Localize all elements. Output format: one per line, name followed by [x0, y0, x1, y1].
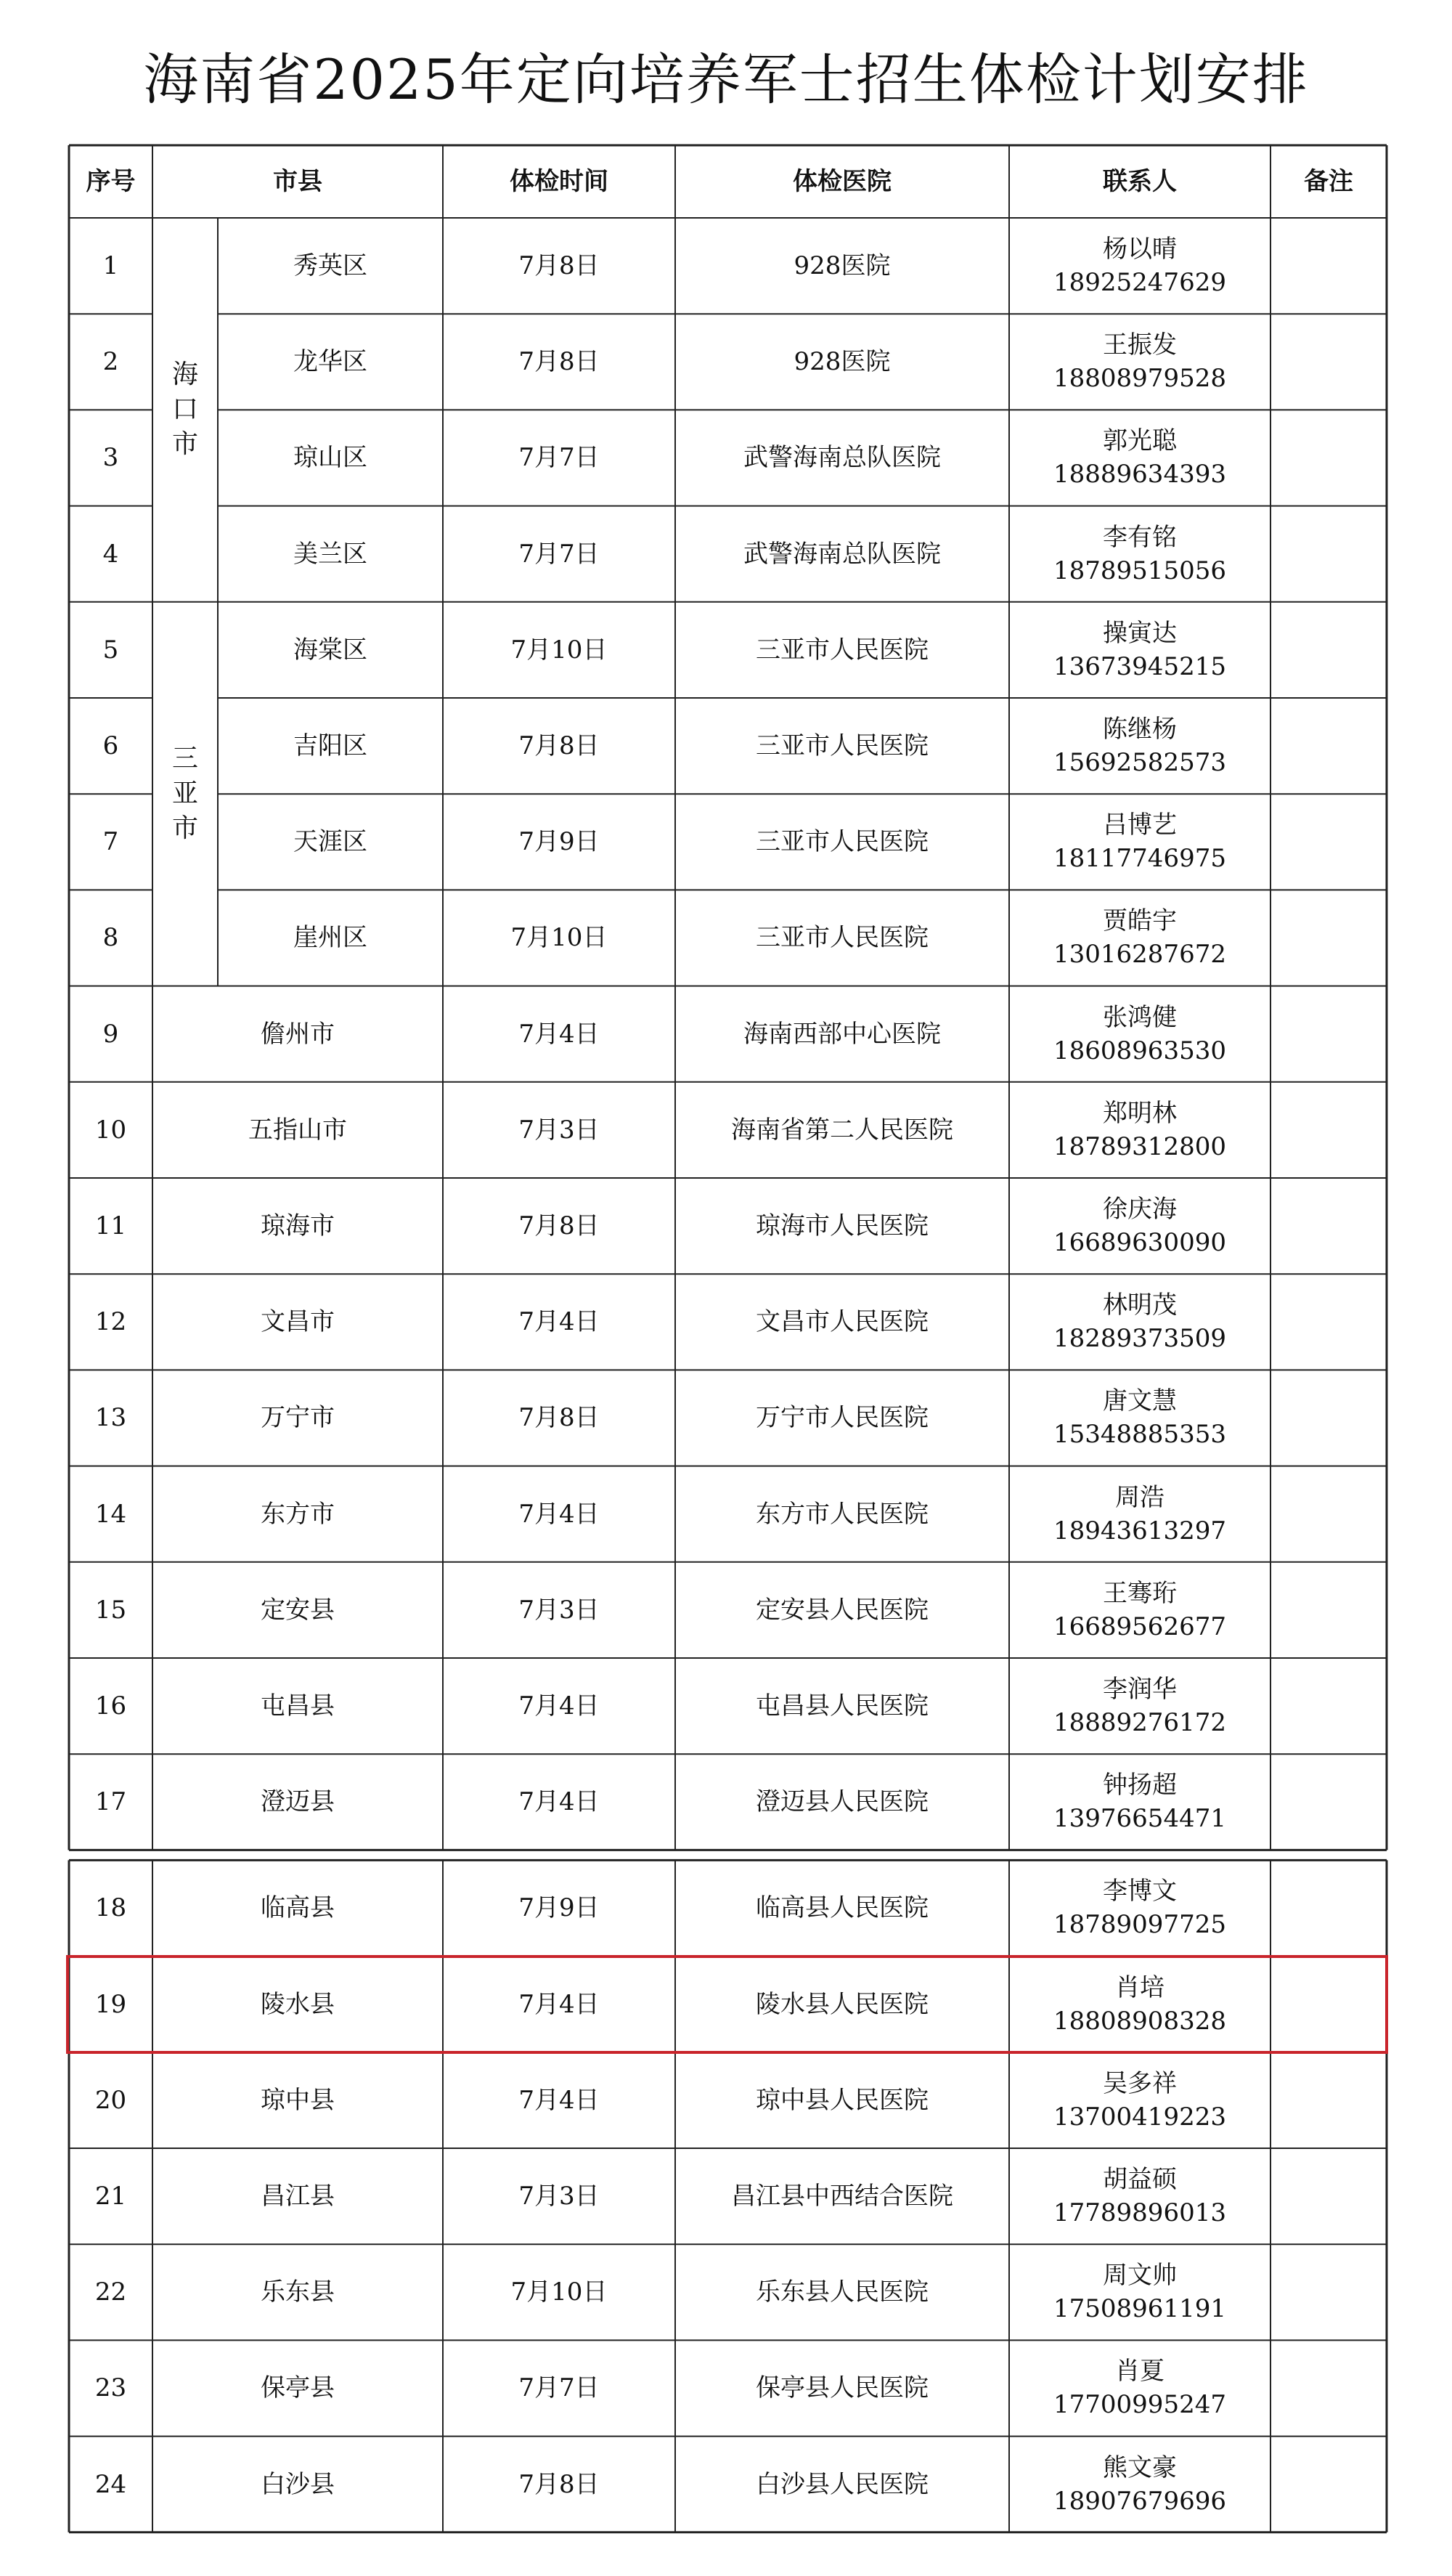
- contact-name: 王振发: [1103, 330, 1177, 360]
- row-area: 昌江县: [261, 2182, 335, 2211]
- row-area: 屯昌县: [261, 1691, 335, 1721]
- row-time: 7月3日: [518, 1595, 600, 1625]
- row-time: 7月7日: [518, 2373, 600, 2403]
- row-contact: [1009, 890, 1270, 986]
- contact-phone: 13976654471: [1053, 1804, 1226, 1834]
- row-contact: [1009, 2244, 1270, 2340]
- row-area: 定安县: [261, 1595, 335, 1625]
- contact-phone: 18117746975: [1053, 844, 1226, 874]
- contact-name: 唐文慧: [1103, 1386, 1177, 1416]
- row-contact: [1009, 1082, 1270, 1178]
- row-index: 5: [102, 635, 119, 665]
- row-contact: [1009, 410, 1270, 505]
- contact-phone: 18889276172: [1053, 1708, 1226, 1738]
- row-area: 保亭县: [261, 2373, 335, 2403]
- row-index: 14: [94, 1499, 127, 1529]
- row-contact: [1009, 2148, 1270, 2244]
- row-remark: [1270, 2244, 1387, 2340]
- contact-name: 杨以晴: [1103, 235, 1177, 264]
- row-hospital: 琼中县人民医院: [756, 2085, 929, 2115]
- contact-name: 林明茂: [1103, 1291, 1177, 1320]
- row-area: 白沙县: [261, 2469, 335, 2499]
- row-remark: [1270, 218, 1387, 314]
- row-contact: [1009, 2052, 1270, 2148]
- contact-name: 熊文豪: [1103, 2453, 1177, 2482]
- row-index: 16: [94, 1691, 127, 1721]
- contact-phone: 18808979528: [1053, 364, 1226, 394]
- row-hospital: 海南西部中心医院: [743, 1019, 941, 1049]
- row-contact: [1009, 2340, 1270, 2436]
- row-remark: [1270, 1562, 1387, 1658]
- row-index: 4: [102, 539, 119, 569]
- row-contact: [1009, 314, 1270, 410]
- row-remark: [1270, 2437, 1387, 2532]
- contact-phone: 17508961191: [1053, 2294, 1226, 2324]
- row-area: 秀英区: [293, 251, 367, 281]
- contact-phone: 18608963530: [1053, 1036, 1226, 1065]
- contact-name: 肖夏: [1115, 2357, 1165, 2386]
- row-time: 7月4日: [518, 1989, 600, 2019]
- contact-name: 操寅达: [1103, 618, 1177, 648]
- contact-name: 郑明林: [1103, 1098, 1177, 1128]
- row-index: 8: [102, 923, 119, 953]
- row-index: 23: [94, 2373, 127, 2403]
- row-time: 7月4日: [518, 1691, 600, 1721]
- row-area: 五指山市: [248, 1115, 347, 1145]
- row-contact: [1009, 794, 1270, 890]
- row-time: 7月7日: [518, 539, 600, 569]
- row-contact: [1009, 1658, 1270, 1754]
- row-time: 7月10日: [510, 635, 608, 665]
- row-remark: [1270, 314, 1387, 410]
- row-index: 24: [94, 2469, 127, 2499]
- contact-phone: 17789896013: [1053, 2198, 1226, 2228]
- header-city: 市县: [273, 167, 322, 196]
- contact-name: 周文帅: [1103, 2261, 1177, 2291]
- contact-name: 肖培: [1115, 1972, 1165, 2002]
- contact-phone: 18925247629: [1053, 268, 1226, 298]
- row-area: 崖州区: [293, 923, 367, 953]
- row-hospital: 武警海南总队医院: [743, 443, 941, 473]
- row-index: 18: [94, 1893, 127, 1923]
- contact-name: 贾皓宇: [1103, 906, 1177, 936]
- row-time: 7月4日: [518, 1499, 600, 1529]
- row-remark: [1270, 602, 1387, 698]
- row-index: 2: [102, 347, 119, 377]
- row-index: 22: [94, 2278, 127, 2307]
- row-contact: [1009, 1860, 1270, 1956]
- contact-name: 胡益硕: [1103, 2165, 1177, 2195]
- row-contact: [1009, 1754, 1270, 1850]
- row-remark: [1270, 2148, 1387, 2244]
- row-index: 15: [94, 1595, 127, 1625]
- contact-name: 钟扬超: [1103, 1771, 1177, 1800]
- row-hospital: 三亚市人民医院: [756, 731, 929, 761]
- row-time: 7月7日: [518, 443, 600, 473]
- row-time: 7月3日: [518, 1115, 600, 1145]
- row-remark: [1270, 2340, 1387, 2436]
- row-time: 7月9日: [518, 827, 600, 857]
- row-index: 3: [102, 443, 119, 473]
- row-index: 7: [102, 827, 119, 857]
- row-area: 文昌市: [261, 1307, 335, 1337]
- row-hospital: 东方市人民医院: [756, 1499, 929, 1529]
- group-label-char: 海: [171, 359, 198, 390]
- group-label-char: 口: [171, 394, 198, 425]
- row-hospital: 海南省第二人民医院: [731, 1115, 953, 1145]
- row-time: 7月4日: [518, 2085, 600, 2115]
- contact-phone: 15692582573: [1053, 748, 1226, 778]
- row-area: 吉阳区: [293, 731, 367, 761]
- row-time: 7月4日: [518, 1787, 600, 1817]
- contact-name: 郭光聪: [1103, 426, 1177, 456]
- row-remark: [1270, 1274, 1387, 1370]
- row-area: 美兰区: [293, 539, 367, 569]
- row-hospital: 保亭县人民医院: [756, 2373, 929, 2403]
- header-remark: 备注: [1304, 167, 1353, 196]
- contact-phone: 18289373509: [1053, 1324, 1226, 1354]
- contact-name: 王骞珩: [1103, 1578, 1177, 1608]
- row-remark: [1270, 506, 1387, 602]
- row-index: 11: [94, 1211, 127, 1241]
- row-hospital: 琼海市人民医院: [756, 1211, 929, 1241]
- row-area: 临高县: [261, 1893, 335, 1923]
- row-index: 17: [94, 1787, 127, 1817]
- row-remark: [1270, 1082, 1387, 1178]
- contact-phone: 18789312800: [1053, 1131, 1226, 1161]
- row-hospital: 928医院: [794, 347, 891, 377]
- row-area: 儋州市: [261, 1019, 335, 1049]
- row-index: 9: [102, 1019, 119, 1049]
- row-hospital: 万宁市人民医院: [756, 1403, 929, 1433]
- row-hospital: 乐东县人民医院: [756, 2278, 929, 2307]
- row-area: 东方市: [261, 1499, 335, 1529]
- header-index: 序号: [86, 167, 136, 196]
- contact-name: 周浩: [1115, 1482, 1165, 1512]
- row-area: 澄迈县: [261, 1787, 335, 1817]
- row-contact: [1009, 1562, 1270, 1658]
- row-hospital: 文昌市人民医院: [756, 1307, 929, 1337]
- row-index: 6: [102, 731, 119, 761]
- row-time: 7月8日: [518, 251, 600, 281]
- contact-name: 吕博艺: [1103, 810, 1177, 840]
- contact-name: 陈继杨: [1103, 715, 1177, 744]
- contact-phone: 18789515056: [1053, 556, 1226, 585]
- row-area: 天涯区: [293, 827, 367, 857]
- row-hospital: 白沙县人民医院: [756, 2469, 929, 2499]
- row-remark: [1270, 890, 1387, 986]
- highlighted-row-frame: [66, 1955, 1388, 2054]
- row-remark: [1270, 1466, 1387, 1562]
- row-hospital: 昌江县中西结合医院: [731, 2182, 953, 2211]
- row-index: 12: [94, 1307, 127, 1337]
- row-area: 琼中县: [261, 2085, 335, 2115]
- row-index: 20: [94, 2085, 127, 2115]
- row-contact: [1009, 1370, 1270, 1466]
- group-label-char: 亚: [171, 779, 198, 809]
- contact-name: 吴多祥: [1103, 2068, 1177, 2098]
- row-remark: [1270, 1754, 1387, 1850]
- row-remark: [1270, 1178, 1387, 1274]
- row-remark: [1270, 1370, 1387, 1466]
- row-area: 龙华区: [293, 347, 367, 377]
- row-time: 7月8日: [518, 1211, 600, 1241]
- row-contact: [1009, 1466, 1270, 1562]
- row-time: 7月4日: [518, 1307, 600, 1337]
- row-contact: [1009, 1274, 1270, 1370]
- header-hospital: 体检医院: [793, 167, 892, 196]
- row-remark: [1270, 794, 1387, 890]
- row-contact: [1009, 1178, 1270, 1274]
- contact-phone: 16689630090: [1053, 1228, 1226, 1258]
- row-index: 1: [102, 251, 119, 281]
- header-contact: 联系人: [1103, 167, 1177, 196]
- contact-phone: 18889634393: [1053, 460, 1226, 489]
- row-area: 琼山区: [293, 443, 367, 473]
- contact-phone: 15348885353: [1053, 1420, 1226, 1450]
- contact-phone: 13673945215: [1053, 651, 1226, 681]
- contact-phone: 17700995247: [1053, 2390, 1226, 2420]
- row-area: 万宁市: [261, 1403, 335, 1433]
- contact-name: 李润华: [1103, 1675, 1177, 1705]
- contact-name: 张鸿健: [1103, 1002, 1177, 1032]
- row-time: 7月9日: [518, 1893, 600, 1923]
- row-remark: [1270, 1658, 1387, 1754]
- row-contact: [1009, 602, 1270, 698]
- header-time: 体检时间: [510, 167, 608, 196]
- row-remark: [1270, 410, 1387, 505]
- row-hospital: 临高县人民医院: [756, 1893, 929, 1923]
- group-label-char: 三: [171, 744, 198, 774]
- contact-name: 李有铭: [1103, 522, 1177, 552]
- row-contact: [1009, 2437, 1270, 2532]
- row-hospital: 三亚市人民医院: [756, 827, 929, 857]
- group-label-2: [152, 602, 218, 986]
- row-time: 7月10日: [510, 2278, 608, 2307]
- row-area: 乐东县: [261, 2278, 335, 2307]
- row-hospital: 屯昌县人民医院: [756, 1691, 929, 1721]
- row-hospital: 三亚市人民医院: [756, 635, 929, 665]
- contact-phone: 13700419223: [1053, 2102, 1226, 2132]
- row-index: 13: [94, 1403, 127, 1433]
- row-hospital: 定安县人民医院: [756, 1595, 929, 1625]
- row-time: 7月8日: [518, 731, 600, 761]
- row-time: 7月4日: [518, 1019, 600, 1049]
- row-time: 7月8日: [518, 2469, 600, 2499]
- contact-name: 徐庆海: [1103, 1195, 1177, 1224]
- row-contact: [1009, 986, 1270, 1082]
- row-contact: [1009, 218, 1270, 314]
- row-hospital: 928医院: [794, 251, 891, 281]
- row-remark: [1270, 2052, 1387, 2148]
- row-hospital: 陵水县人民医院: [756, 1989, 929, 2019]
- contact-phone: 13016287672: [1053, 940, 1226, 970]
- contact-phone: 16689562677: [1053, 1612, 1226, 1641]
- row-hospital: 澄迈县人民医院: [756, 1787, 929, 1817]
- contact-phone: 18907679696: [1053, 2486, 1226, 2516]
- row-time: 7月10日: [510, 923, 608, 953]
- row-area: 海棠区: [293, 635, 367, 665]
- row-remark: [1270, 1860, 1387, 1956]
- group-label-char: 市: [171, 429, 198, 460]
- row-index: 19: [94, 1989, 127, 2019]
- group-label-char: 市: [171, 813, 198, 844]
- row-index: 21: [94, 2182, 127, 2211]
- row-contact: [1009, 506, 1270, 602]
- page-title: 海南省2025年定向培养军士招生体检计划安排: [143, 47, 1309, 112]
- contact-phone: 18808908328: [1053, 2006, 1226, 2036]
- group-label-1: [152, 218, 218, 602]
- row-hospital: 武警海南总队医院: [743, 539, 941, 569]
- row-area: 陵水县: [261, 1989, 335, 2019]
- contact-phone: 18789097725: [1053, 1910, 1226, 1940]
- row-time: 7月8日: [518, 347, 600, 377]
- row-area: 琼海市: [261, 1211, 335, 1241]
- row-time: 7月3日: [518, 2182, 600, 2211]
- row-contact: [1009, 698, 1270, 794]
- row-hospital: 三亚市人民医院: [756, 923, 929, 953]
- row-time: 7月8日: [518, 1403, 600, 1433]
- row-remark: [1270, 698, 1387, 794]
- row-index: 10: [94, 1115, 127, 1145]
- contact-name: 李博文: [1103, 1877, 1177, 1906]
- row-remark: [1270, 986, 1387, 1082]
- contact-phone: 18943613297: [1053, 1516, 1226, 1545]
